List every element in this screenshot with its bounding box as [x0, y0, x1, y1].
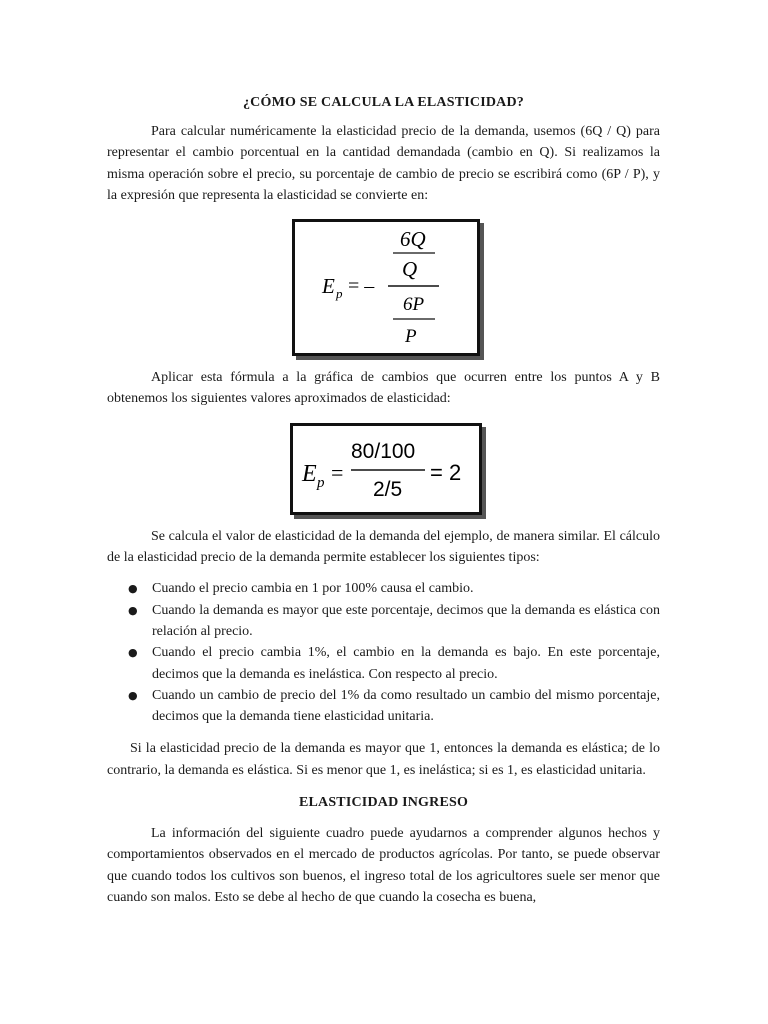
formula-den-top: 6P — [403, 294, 425, 316]
paragraph-types-intro: Se calcula el valor de elasticidad de la demanda del ejemplo, de manera similar. El cálculo de la elasticidad precio de la demanda permite establecer los siguientes tipos: — [107, 528, 660, 566]
document-body — [107, 92, 660, 908]
bullet-icon: ● — [128, 582, 138, 596]
formula2-equals: = — [331, 459, 344, 485]
list-item: ● Cuando el precio cambia en 1 por 100% causa el cambio. — [107, 578, 660, 599]
formula-equals: = – — [348, 275, 375, 298]
formula2-result: = 2 — [430, 459, 462, 485]
list-item: ● Cuando un cambio de precio del 1% da como resultado un cambio del mismo porcentaje, decimos que la demanda tiene elasticidad unitaria. — [107, 685, 660, 728]
formula2-lhs-sub: p — [317, 474, 325, 491]
paragraph-summary: Si la elasticidad precio de la demanda es mayor que 1, entonces la demanda es elástica; de lo contrario, la demanda es elástica. Si es menor que 1, es inelástica; si es 1, es elasticidad unitaria. — [107, 741, 660, 778]
formula-num-bottom: Q — [402, 257, 418, 282]
formula2-numerator: 80/100 — [351, 439, 416, 463]
formula-lhs-main: E — [322, 274, 335, 299]
paragraph-apply-formula: Aplicar esta fórmula a la gráfica de cambios que ocurren entre los puntos A y B obtenemos los siguientes valores aproximados de elasticidad: — [107, 370, 660, 407]
section-title-ingreso: ELASTICIDAD INGRESO — [298, 795, 469, 811]
formula-den-bottom: P — [405, 326, 417, 348]
bullet-icon: ● — [128, 646, 138, 660]
formula-num-top: 6Q — [400, 227, 426, 252]
paragraph-ingreso: La información del siguiente cuadro puede ayudarnos a comprender algunos hechos y comportamientos observados en el mercado de productos agrícolas. Por tanto, se puede observar que cuando todos los cultivos son buenos, el ingreso total de los agricultores suele ser menor que cuando son malos. Esto se debe al hecho de que cuando la cosecha es buena, — [107, 826, 660, 905]
formula-lhs-sub: p — [336, 286, 343, 302]
list-item: ● Cuando el precio cambia 1%, el cambio en la demanda es bajo. En este porcentaje, decimos que la demanda es inelástica. Con respecto al precio. — [107, 642, 660, 685]
elasticity-types-list — [107, 578, 660, 727]
list-item: ● Cuando la demanda es mayor que este porcentaje, decimos que la demanda es elástica con relación al precio. — [107, 600, 660, 643]
formula2-denominator: 2/5 — [373, 477, 403, 501]
formula-elasticity-result — [290, 423, 482, 515]
formula-elasticity-definition — [292, 219, 480, 356]
paragraph-intro: Para calcular numéricamente la elasticidad precio de la demanda, usemos (6Q / Q) para representar el cambio porcentual en la cantidad demandada (cambio en Q). Si realizamos la misma operación sobre el precio, su porcentaje de cambio de precio se escribirá como (6P / P), y la expresión que representa la elasticidad se convierte en: — [107, 124, 660, 203]
formula2-lhs-main: E — [302, 460, 317, 487]
section-title-elasticidad: ¿CÓMO SE CALCULA LA ELASTICIDAD? — [242, 95, 524, 110]
bullet-icon: ● — [128, 688, 138, 702]
bullet-icon: ● — [128, 603, 138, 617]
